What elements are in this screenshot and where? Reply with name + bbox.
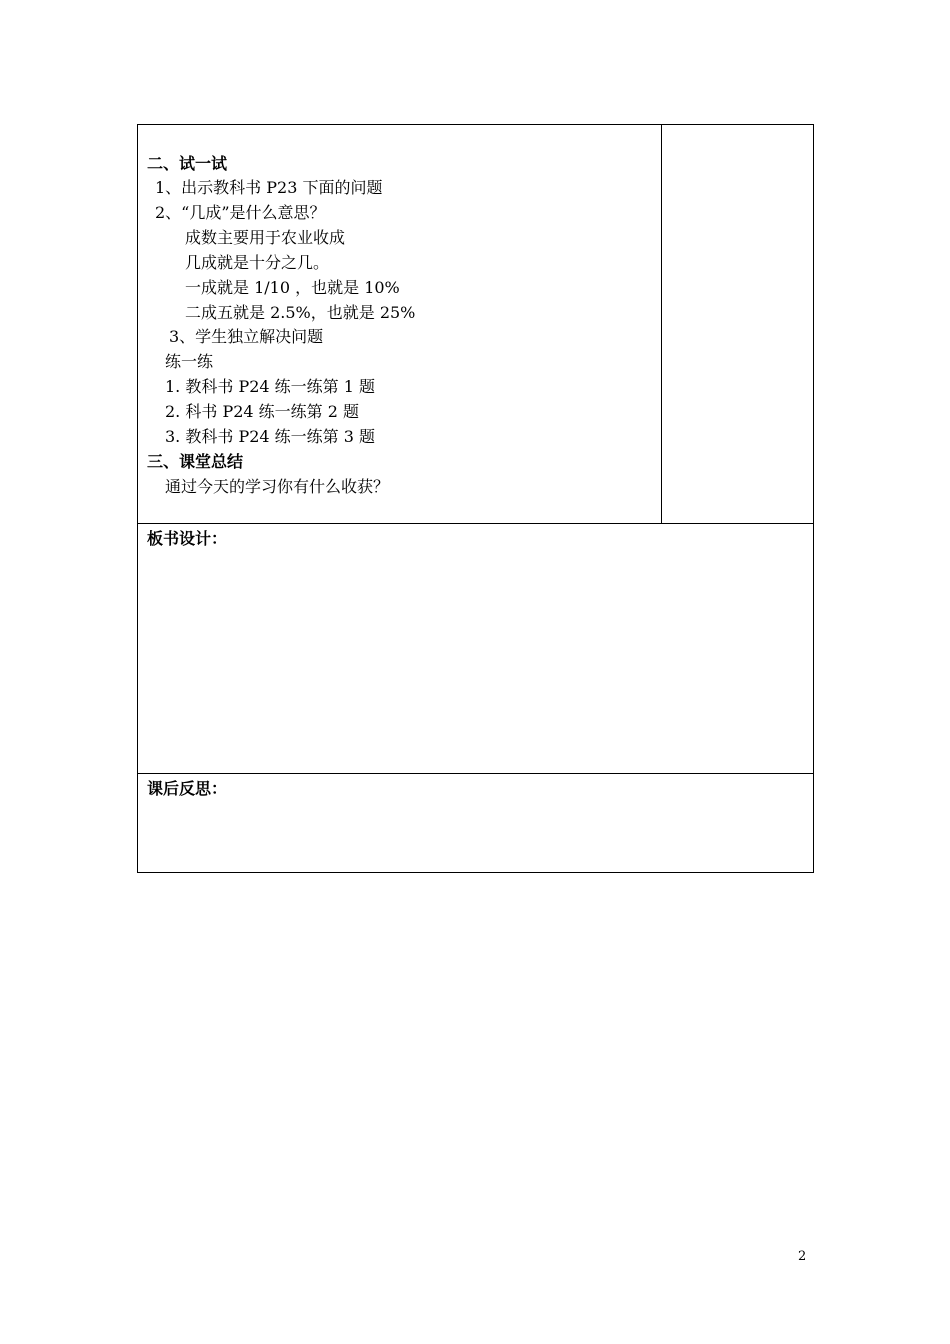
step-2: 2、“几成”是什么意思？ <box>155 203 326 222</box>
notes-cell <box>662 125 813 523</box>
summary-text: 通过今天的学习你有什么收获？ <box>165 477 390 496</box>
lesson-content-cell <box>138 125 662 523</box>
lesson-table <box>137 124 814 873</box>
step-3: 3、学生独立解决问题 <box>169 327 324 346</box>
section-heading-try: 二、试一试 <box>147 154 228 173</box>
exercise-2: 2. 科书 P24 练一练第 2 题 <box>165 402 360 421</box>
explanation-line-3: 一成就是 1/10 ，也就是 10% <box>185 278 400 297</box>
explanation-line-1: 成数主要用于农业收成 <box>185 228 346 247</box>
exercise-1: 1. 教科书 P24 练一练第 1 题 <box>165 377 376 396</box>
board-design-row <box>138 524 813 774</box>
reflection-row <box>138 774 813 872</box>
step-1: 1、出示教科书 P23 下面的问题 <box>155 178 383 197</box>
practice-label: 练一练 <box>165 352 214 371</box>
explanation-line-4: 二成五就是 2.5%，也就是 25% <box>185 303 416 322</box>
reflection-label: 课后反思： <box>147 779 228 798</box>
section-heading-summary: 三、课堂总结 <box>147 452 244 471</box>
lesson-content-row <box>138 125 813 524</box>
explanation-line-2: 几成就是十分之几。 <box>185 253 330 272</box>
exercise-3: 3. 教科书 P24 练一练第 3 题 <box>165 427 376 446</box>
board-design-label: 板书设计： <box>147 529 228 548</box>
page-number: 2 <box>798 1249 807 1264</box>
